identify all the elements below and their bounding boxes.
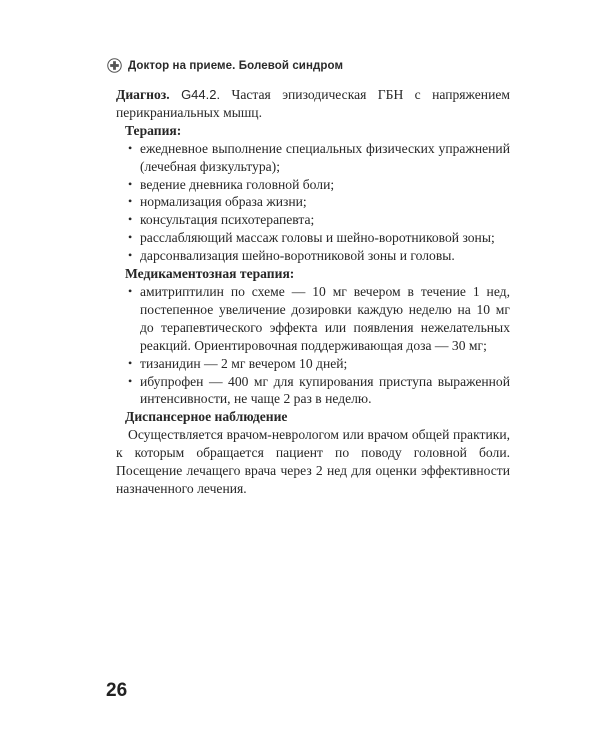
therapy-item: • дарсонвализация шейно-воротниковой зоны и головы. bbox=[128, 247, 510, 265]
therapy-item: • расслабляющий массаж головы и шейно-воротниковой зоны; bbox=[128, 229, 510, 247]
therapy-item: • ведение дневника головной боли; bbox=[128, 176, 510, 194]
therapy-item: • консультация психотерапевта; bbox=[128, 211, 510, 229]
drug-therapy-heading: Медикаментозная терапия: bbox=[125, 266, 295, 282]
drug-therapy-list bbox=[116, 283, 510, 408]
therapy-list bbox=[116, 140, 510, 265]
drug-therapy-item: • амитриптилин по схеме — 10 мг вечером в течение 1 нед, постепенное увеличение дозировки каждую неделю на 10 мг до терапевтического эффекта или появления нежелательных реакций. Ориентировочная поддерживающая доза — 30 мг; bbox=[128, 283, 510, 355]
running-header-title: Доктор на приеме. Болевой синдром bbox=[128, 59, 344, 72]
dispensary-heading: Диспансерное наблюдение bbox=[125, 409, 288, 425]
page-number: 26 bbox=[106, 680, 128, 701]
dispensary-text: Осуществляется врачом-неврологом или врачом общей практики, к которым обращается пациент по поводу головной боли. Посещение лечащего врача через 2 нед для оценки эффективности назначенного лечения. bbox=[116, 427, 510, 496]
diagnosis-code: G44.2. bbox=[181, 87, 221, 102]
running-header bbox=[107, 58, 343, 73]
diagnosis-text: Частая эпизодическая ГБН с напряжением перикраниальных мышц. bbox=[116, 87, 510, 120]
therapy-heading: Терапия: bbox=[125, 122, 182, 138]
therapy-item: • ежедневное выполнение специальных физических упражнений (лечебная физкультура); bbox=[128, 140, 510, 176]
diagnosis-label: Диагноз. bbox=[116, 87, 170, 102]
drug-therapy-item: • ибупрофен — 400 мг для купирования приступа выраженной интенсивности, не чаще 2 раз в неделю. bbox=[128, 373, 510, 409]
page-content bbox=[116, 86, 510, 498]
therapy-item: • нормализация образа жизни; bbox=[128, 193, 510, 211]
drug-therapy-item: • тизанидин — 2 мг вечером 10 дней; bbox=[128, 355, 510, 373]
diagnosis-paragraph bbox=[116, 86, 510, 122]
medical-cross-circle-icon bbox=[107, 58, 122, 73]
